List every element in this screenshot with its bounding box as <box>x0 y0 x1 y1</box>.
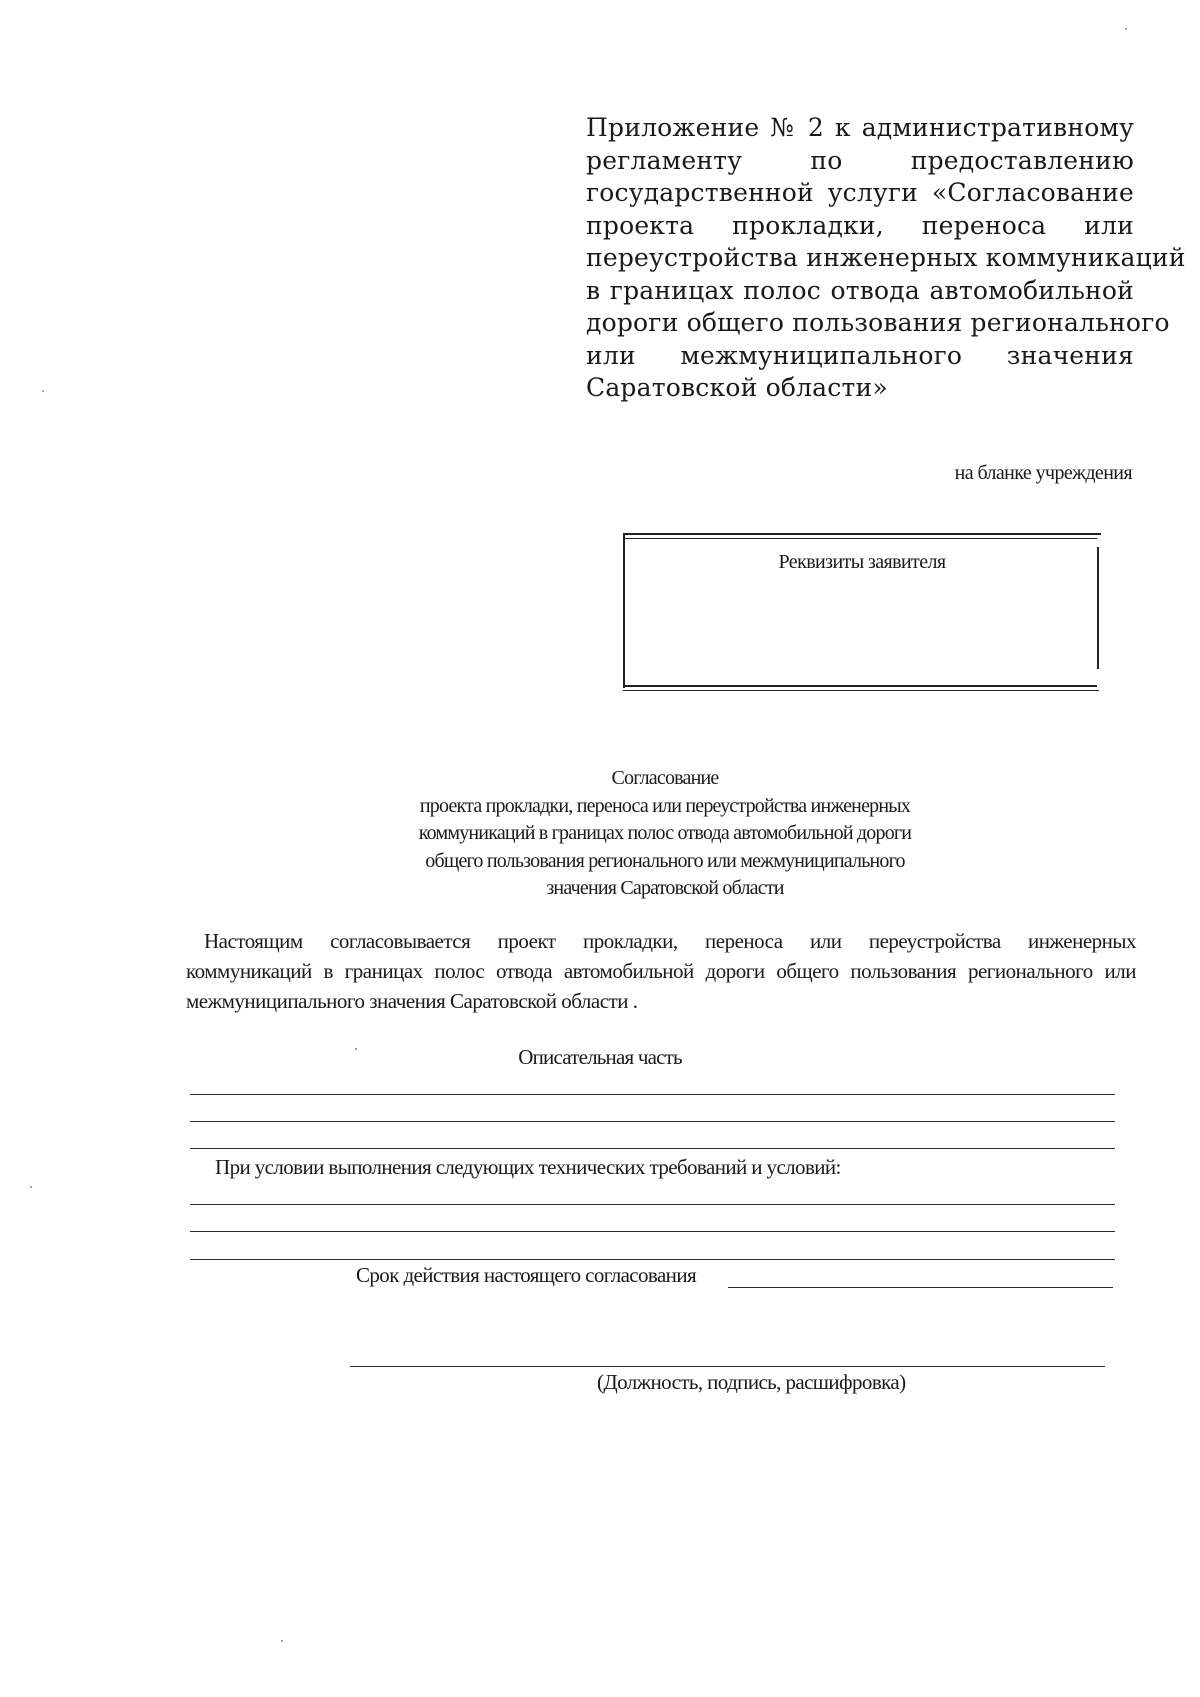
body-line: Настоящим согласовывается проект прокладки, переноса или переустройства инженерных <box>204 929 1136 953</box>
signature-caption: (Должность, подпись, расшифровка) <box>597 1370 906 1394</box>
document-title <box>330 765 1000 903</box>
conditions-fill-line <box>190 1259 1115 1260</box>
appendix-line: Саратовской области» <box>586 373 888 402</box>
signature-line <box>350 1366 1105 1367</box>
appendix-line: государственной услуги «Согласование <box>586 178 1134 207</box>
scan-speck <box>355 1048 357 1050</box>
appendix-line: или межмуниципального значения <box>586 340 1134 370</box>
scan-speck <box>1125 28 1127 30</box>
appendix-line: проекта прокладки, переноса или <box>586 210 1134 240</box>
conditions-label: При условии выполнения следующих технических требований и условий: <box>215 1155 841 1179</box>
appendix-line: регламенту по предоставлению <box>586 145 1134 175</box>
approval-statement <box>186 926 1136 1016</box>
appendix-reference <box>586 112 1186 405</box>
title-line: значения Саратовской области <box>546 877 784 899</box>
scan-speck <box>281 1640 283 1642</box>
box-border <box>623 533 1101 535</box>
scan-speck <box>30 1186 32 1188</box>
title-line: Согласование <box>611 767 719 789</box>
box-border <box>623 690 1099 691</box>
appendix-line: переустройства инженерных коммуникаций <box>586 243 1186 272</box>
box-border <box>623 538 1097 539</box>
descriptive-fill-line <box>190 1121 1115 1122</box>
descriptive-fill-line <box>190 1148 1115 1149</box>
box-border <box>623 685 1097 687</box>
appendix-line: Приложение № 2 к административному <box>586 113 1134 142</box>
title-line: проекта прокладки, переноса или переустройства инженерных <box>419 794 911 817</box>
conditions-fill-line <box>190 1231 1115 1232</box>
title-line: общего пользования регионального или межмуниципального <box>425 849 905 872</box>
applicant-requisites-box <box>623 533 1101 693</box>
body-line: коммуникаций в границах полос отвода автомобильной дороги общего пользования регионального или <box>186 959 1136 983</box>
appendix-line: в границах полос отвода автомобильной <box>586 275 1134 305</box>
descriptive-fill-line <box>190 1094 1115 1095</box>
validity-term-label: Срок действия настоящего согласования <box>356 1263 697 1287</box>
letterhead-note: на бланке учреждения <box>954 462 1132 484</box>
body-line: межмуниципального значения Саратовской области . <box>186 989 638 1013</box>
title-line: коммуникаций в границах полос отвода автомобильной дороги <box>418 822 912 844</box>
scan-speck <box>42 390 44 392</box>
conditions-fill-line <box>190 1204 1115 1205</box>
descriptive-section-title: Описательная часть <box>518 1045 682 1069</box>
requisites-label: Реквизиты заявителя <box>778 551 946 573</box>
validity-fill-line <box>728 1287 1113 1288</box>
appendix-line: дороги общего пользования регионального <box>586 308 1170 337</box>
